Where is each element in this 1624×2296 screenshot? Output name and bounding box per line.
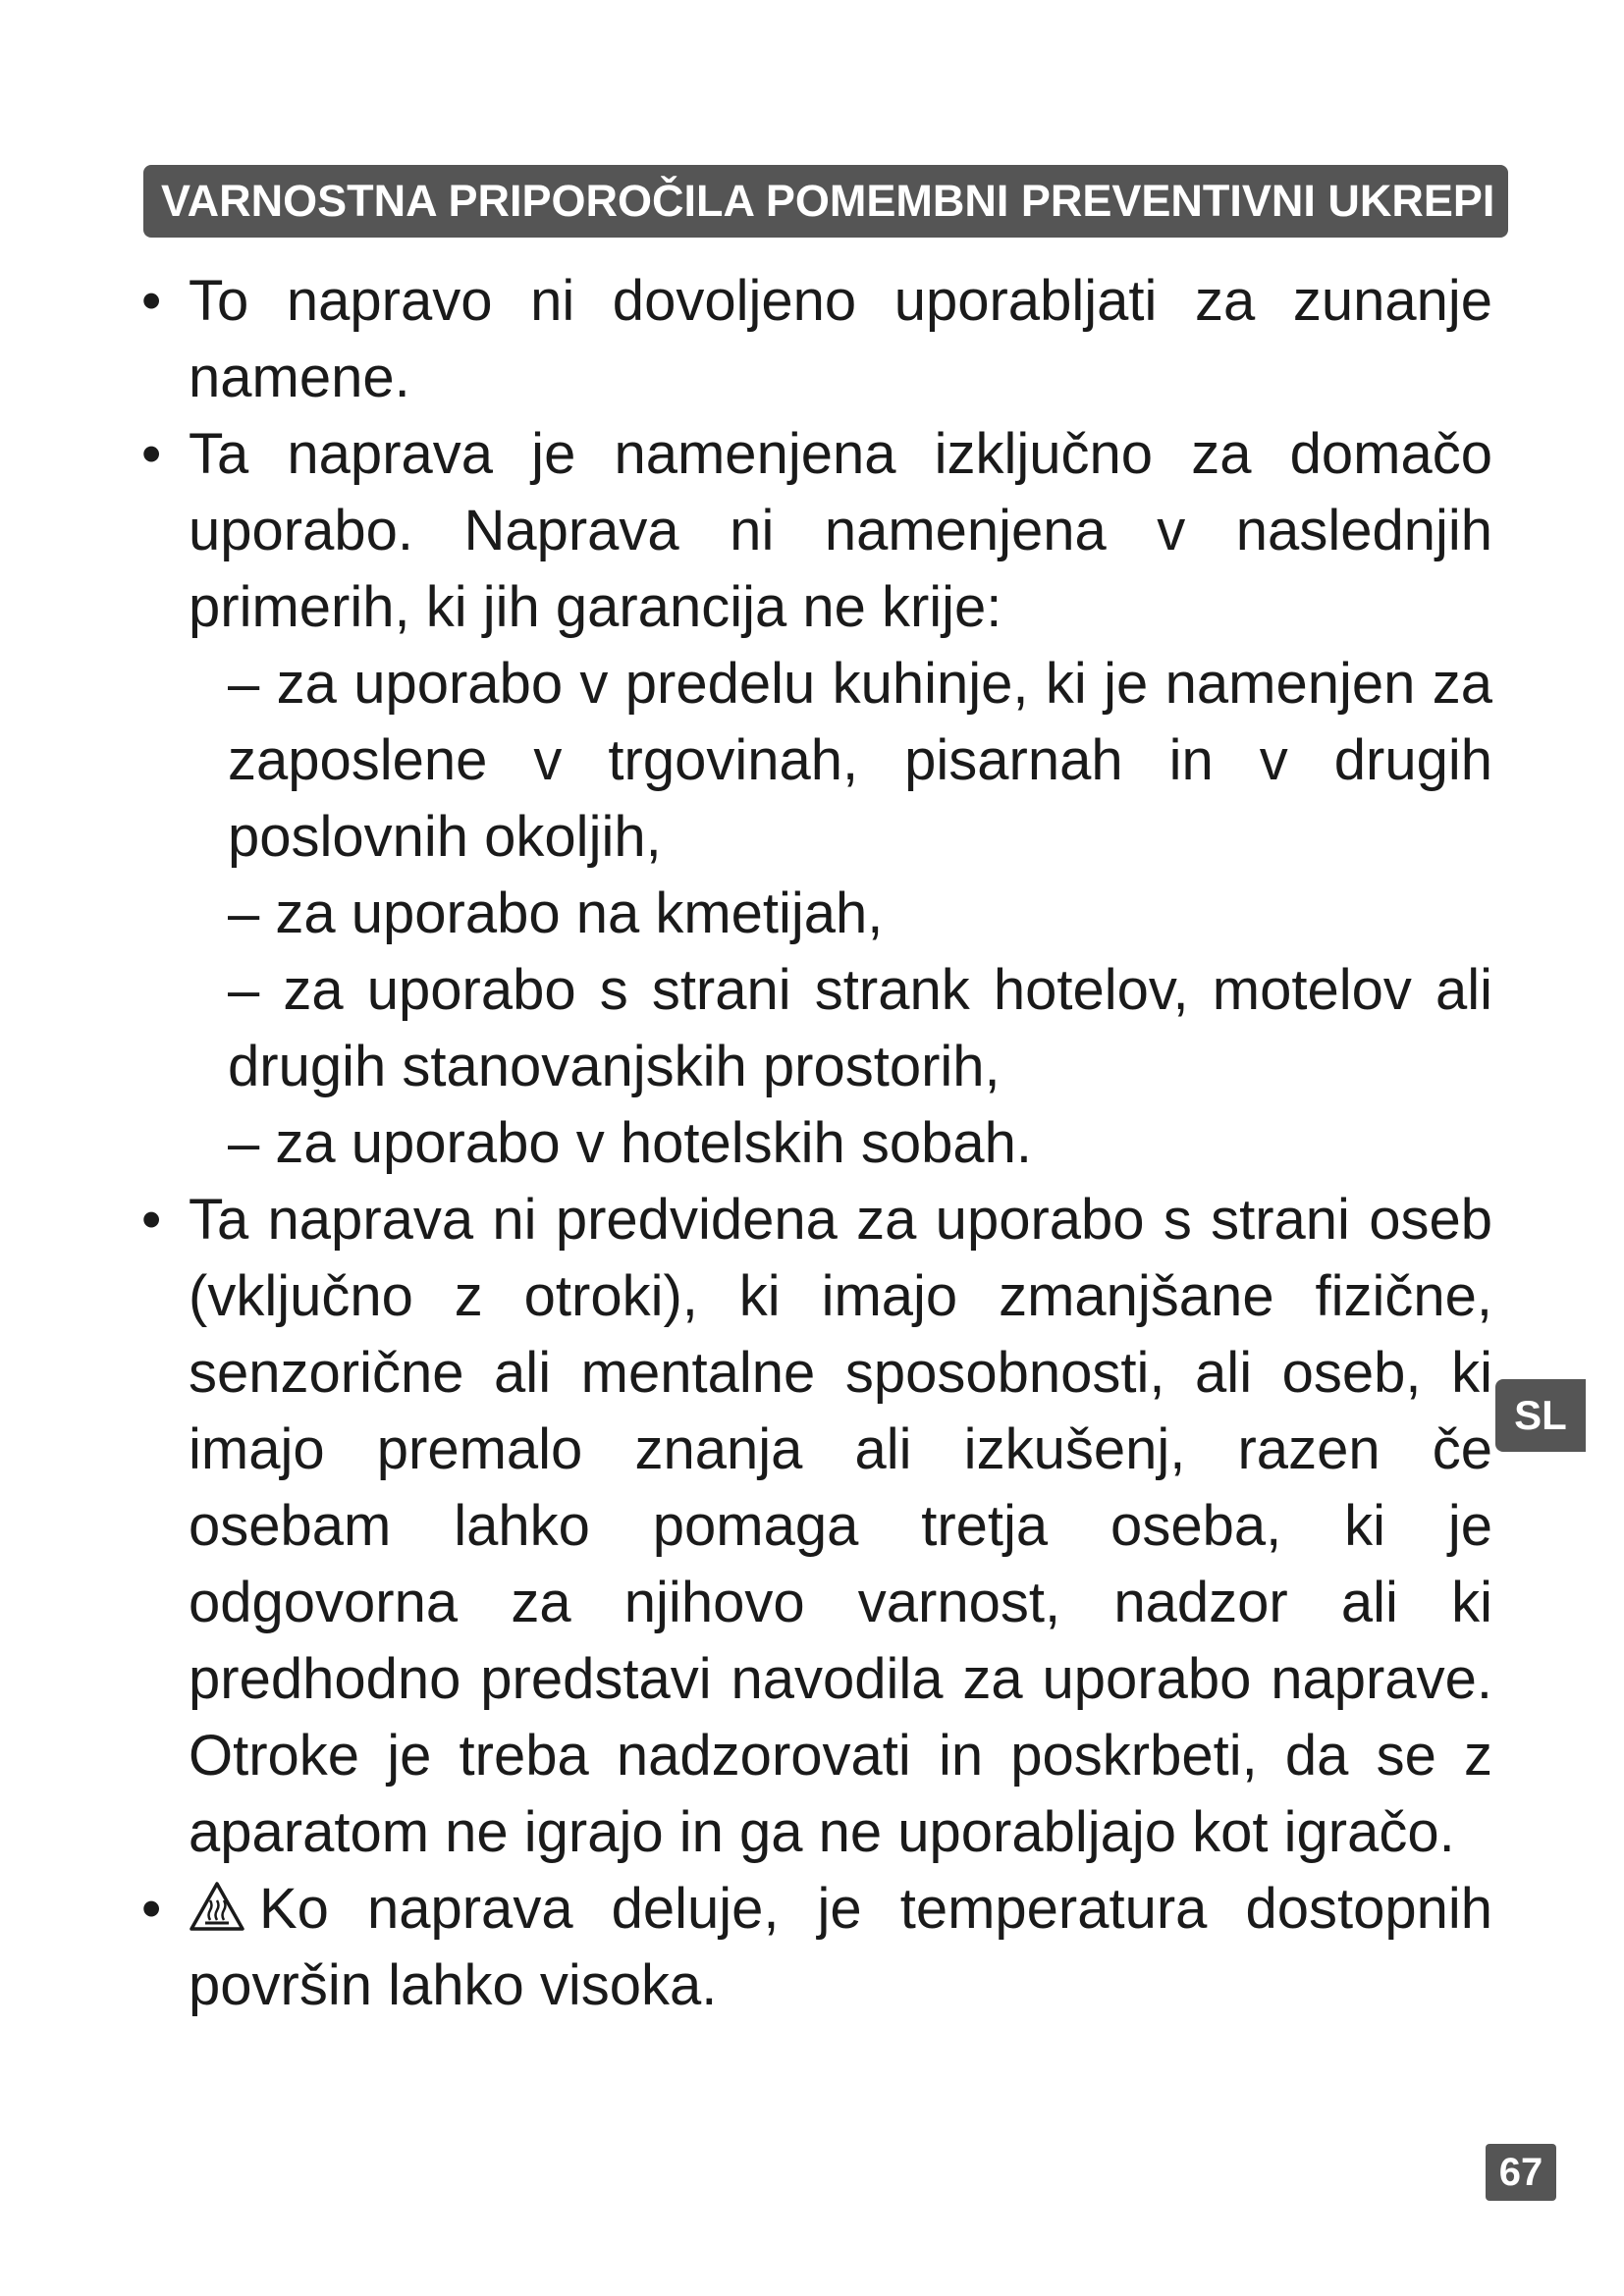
bullet-item [137, 263, 1492, 416]
sub-list-item: – za uporabo v predelu kuhinje, ki je namenjen za zaposlene v trgovinah, pisarnah in v drugih poslovnih okoljih, [228, 652, 1492, 869]
bullet-item [137, 416, 1492, 646]
bullet-text: Ko naprava deluje, je temperatura dostopnih površin lahko visoka. [189, 1877, 1492, 2017]
bullet-text: Ta naprava ni predvidena za uporabo s strani oseb (vključno z otroki), ki imajo zmanjšane fizične, senzorične ali mentalne sposobnosti, ali oseb, ki imajo premalo znanja ali izkušenj, razen če osebam lahko pomaga tretja oseba, ki je odgovorna za njihovo varnost, nadzor ali ki predhodno predstavi navodila za uporabo naprave. Otroke je treba nadzorovati in poskrbeti, da se z aparatom ne igrajo in ga ne uporabljajo kot igračo. [189, 1188, 1492, 1864]
sub-list-item: – za uporabo v hotelskih sobah. [228, 1111, 1032, 1175]
bullet-marker: • [141, 422, 162, 486]
language-tab [1495, 1379, 1586, 1452]
language-tab-label: SL [1514, 1392, 1567, 1438]
bullet-text: To napravo ni dovoljeno uporabljati za zunanje namene. [189, 269, 1492, 409]
page-number [1486, 2144, 1556, 2201]
page-number-label: 67 [1498, 2151, 1543, 2194]
safety-content [137, 263, 1492, 2024]
bullet-marker: • [141, 269, 162, 333]
section-header [143, 165, 1508, 238]
bullet-text: Ta naprava je namenjena izključno za domačo uporabo. Naprava ni namenjena v naslednjih primerih, ki jih garancija ne krije: [189, 422, 1492, 639]
bullet-marker: • [141, 1188, 162, 1252]
bullet-marker: • [141, 1877, 162, 1941]
hot-surface-warning-icon [189, 1881, 245, 1932]
sub-list-item: – za uporabo s strani strank hotelov, motelov ali drugih stanovanjskih prostorih, [228, 958, 1492, 1098]
section-title: VARNOSTNA PRIPOROČILA POMEMBNI PREVENTIVNI UKREPI [161, 176, 1495, 226]
bullet-item [137, 1871, 1492, 2024]
sub-list-item: – za uporabo na kmetijah, [228, 881, 884, 945]
bullet-item [137, 1182, 1492, 1871]
